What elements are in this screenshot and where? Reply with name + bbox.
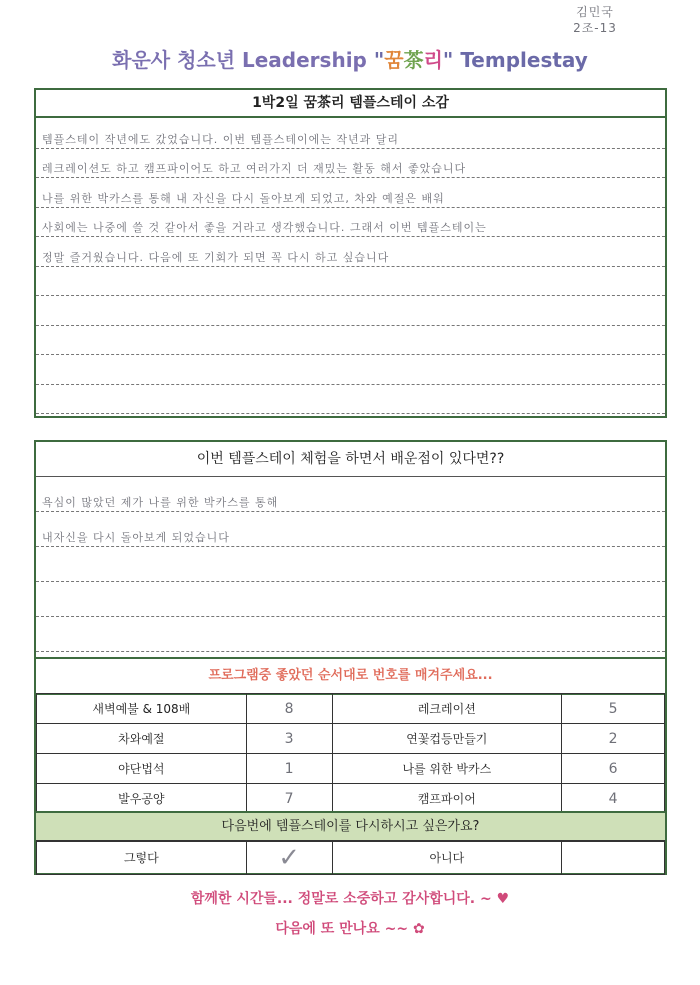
writing-line[interactable] — [36, 295, 665, 296]
ranking-program-label: 야단법석 — [37, 754, 247, 784]
ranking-program-label: 레크레이션 — [332, 694, 562, 724]
ranking-program-label: 캠프파이어 — [332, 784, 562, 814]
ranking-number-cell[interactable]: 5 — [562, 694, 665, 724]
handwritten-text: 욕심이 많았던 제가 나를 위한 박카스를 통해 — [42, 496, 279, 509]
ranking-number-cell[interactable]: 2 — [562, 724, 665, 754]
ranking-number-cell[interactable]: 3 — [246, 724, 332, 754]
ranking-number-cell[interactable]: 1 — [246, 754, 332, 784]
ranking-program-label: 연꽃컵등만들기 — [332, 724, 562, 754]
handwritten-text: 사회에는 나중에 쓸 것 같아서 좋을 거라고 생각했습니다. 그래서 이번 템플스테이는 — [42, 221, 487, 234]
ranking-program-label: 차와예절 — [37, 724, 247, 754]
ranking-header: 프로그램중 좋았던 순서대로 번호를 매겨주세요... — [36, 657, 665, 695]
writing-line[interactable] — [36, 616, 665, 617]
writing-line[interactable] — [36, 236, 665, 237]
writing-line[interactable] — [36, 207, 665, 208]
ranking-row — [37, 754, 665, 784]
writing-line[interactable] — [36, 413, 665, 414]
again-question: 다음번에 템플스테이를 다시하시고 싶은가요? — [36, 811, 665, 842]
writer-class: 2조-13 — [573, 21, 617, 35]
writer-signature — [560, 4, 630, 36]
lessons-title: 이번 템플스테이 체험을 하면서 배운점이 있다면?? — [36, 442, 665, 477]
writing-line[interactable] — [36, 384, 665, 385]
title-open-quote: " — [373, 48, 385, 72]
writer-name: 김민국 — [576, 5, 614, 19]
writing-line[interactable] — [36, 177, 665, 178]
writing-line[interactable] — [36, 511, 665, 512]
title-close-quote: " — [442, 48, 454, 72]
handwritten-text: 템플스테이 작년에도 갔었습니다. 이번 템플스테이에는 작년과 달리 — [42, 132, 400, 146]
writing-line[interactable] — [36, 354, 665, 355]
again-no-checkbox[interactable] — [562, 841, 665, 875]
lessons-section — [34, 440, 667, 875]
again-yes-checkmark[interactable]: ✓ — [246, 841, 332, 875]
ranking-program-label: 나를 위한 박카스 — [332, 754, 562, 784]
writing-line[interactable] — [36, 546, 665, 547]
handwritten-text: 나를 위한 박카스를 통해 내 자신을 다시 돌아보게 되었고, 차와 예절은 배워 — [42, 191, 445, 205]
ranking-row — [37, 694, 665, 724]
impressions-title: 1박2일 꿈茶리 템플스테이 소감 — [36, 90, 665, 118]
ranking-number-cell[interactable]: 7 — [246, 784, 332, 814]
title-ri: 리 — [423, 48, 443, 72]
footer-goodbye-text: 다음에 또 만나요 ~~ — [275, 921, 409, 937]
writing-line[interactable] — [36, 325, 665, 326]
title-prefix: 화운사 청소년 Leadership — [112, 48, 367, 72]
again-row — [37, 841, 665, 875]
ranking-table — [36, 693, 665, 814]
heart-icon: ♥ — [496, 891, 510, 907]
impressions-section — [34, 88, 667, 418]
footer-thanks-text: 함께한 시간들... 정말로 소중하고 감사합니다. ~ — [190, 891, 492, 907]
handwritten-text: 레크레이션도 하고 캠프파이어도 하고 여러가지 더 재밌는 활동 해서 좋았습니다 — [42, 162, 467, 175]
footer-thanks — [0, 888, 700, 908]
ranking-row — [37, 724, 665, 754]
flower-icon: ✿ — [412, 921, 425, 937]
ranking-number-cell[interactable]: 4 — [562, 784, 665, 814]
handwritten-text: 정말 즐거웠습니다. 다음에 또 기회가 되면 꼭 다시 하고 싶습니다 — [42, 250, 390, 264]
again-no-label: 아니다 — [332, 841, 562, 875]
ranking-program-label: 새벽예불 & 108배 — [37, 694, 247, 724]
title-suffix: Templestay — [460, 48, 588, 72]
writing-line[interactable] — [36, 148, 665, 149]
ranking-number-cell[interactable]: 8 — [246, 694, 332, 724]
ranking-row — [37, 784, 665, 814]
title-cha: 茶 — [403, 48, 424, 72]
ranking-program-label: 발우공양 — [37, 784, 247, 814]
page-title — [0, 44, 700, 73]
writing-line[interactable] — [36, 266, 665, 267]
writing-line[interactable] — [36, 651, 665, 652]
writing-line[interactable] — [36, 581, 665, 582]
again-table — [36, 840, 665, 875]
ranking-number-cell[interactable]: 6 — [562, 754, 665, 784]
handwritten-text: 내자신을 다시 돌아보게 되었습니다 — [42, 531, 230, 544]
again-yes-label: 그렇다 — [37, 841, 247, 875]
title-ggum: 꿈 — [384, 48, 404, 72]
footer-goodbye — [0, 918, 700, 938]
